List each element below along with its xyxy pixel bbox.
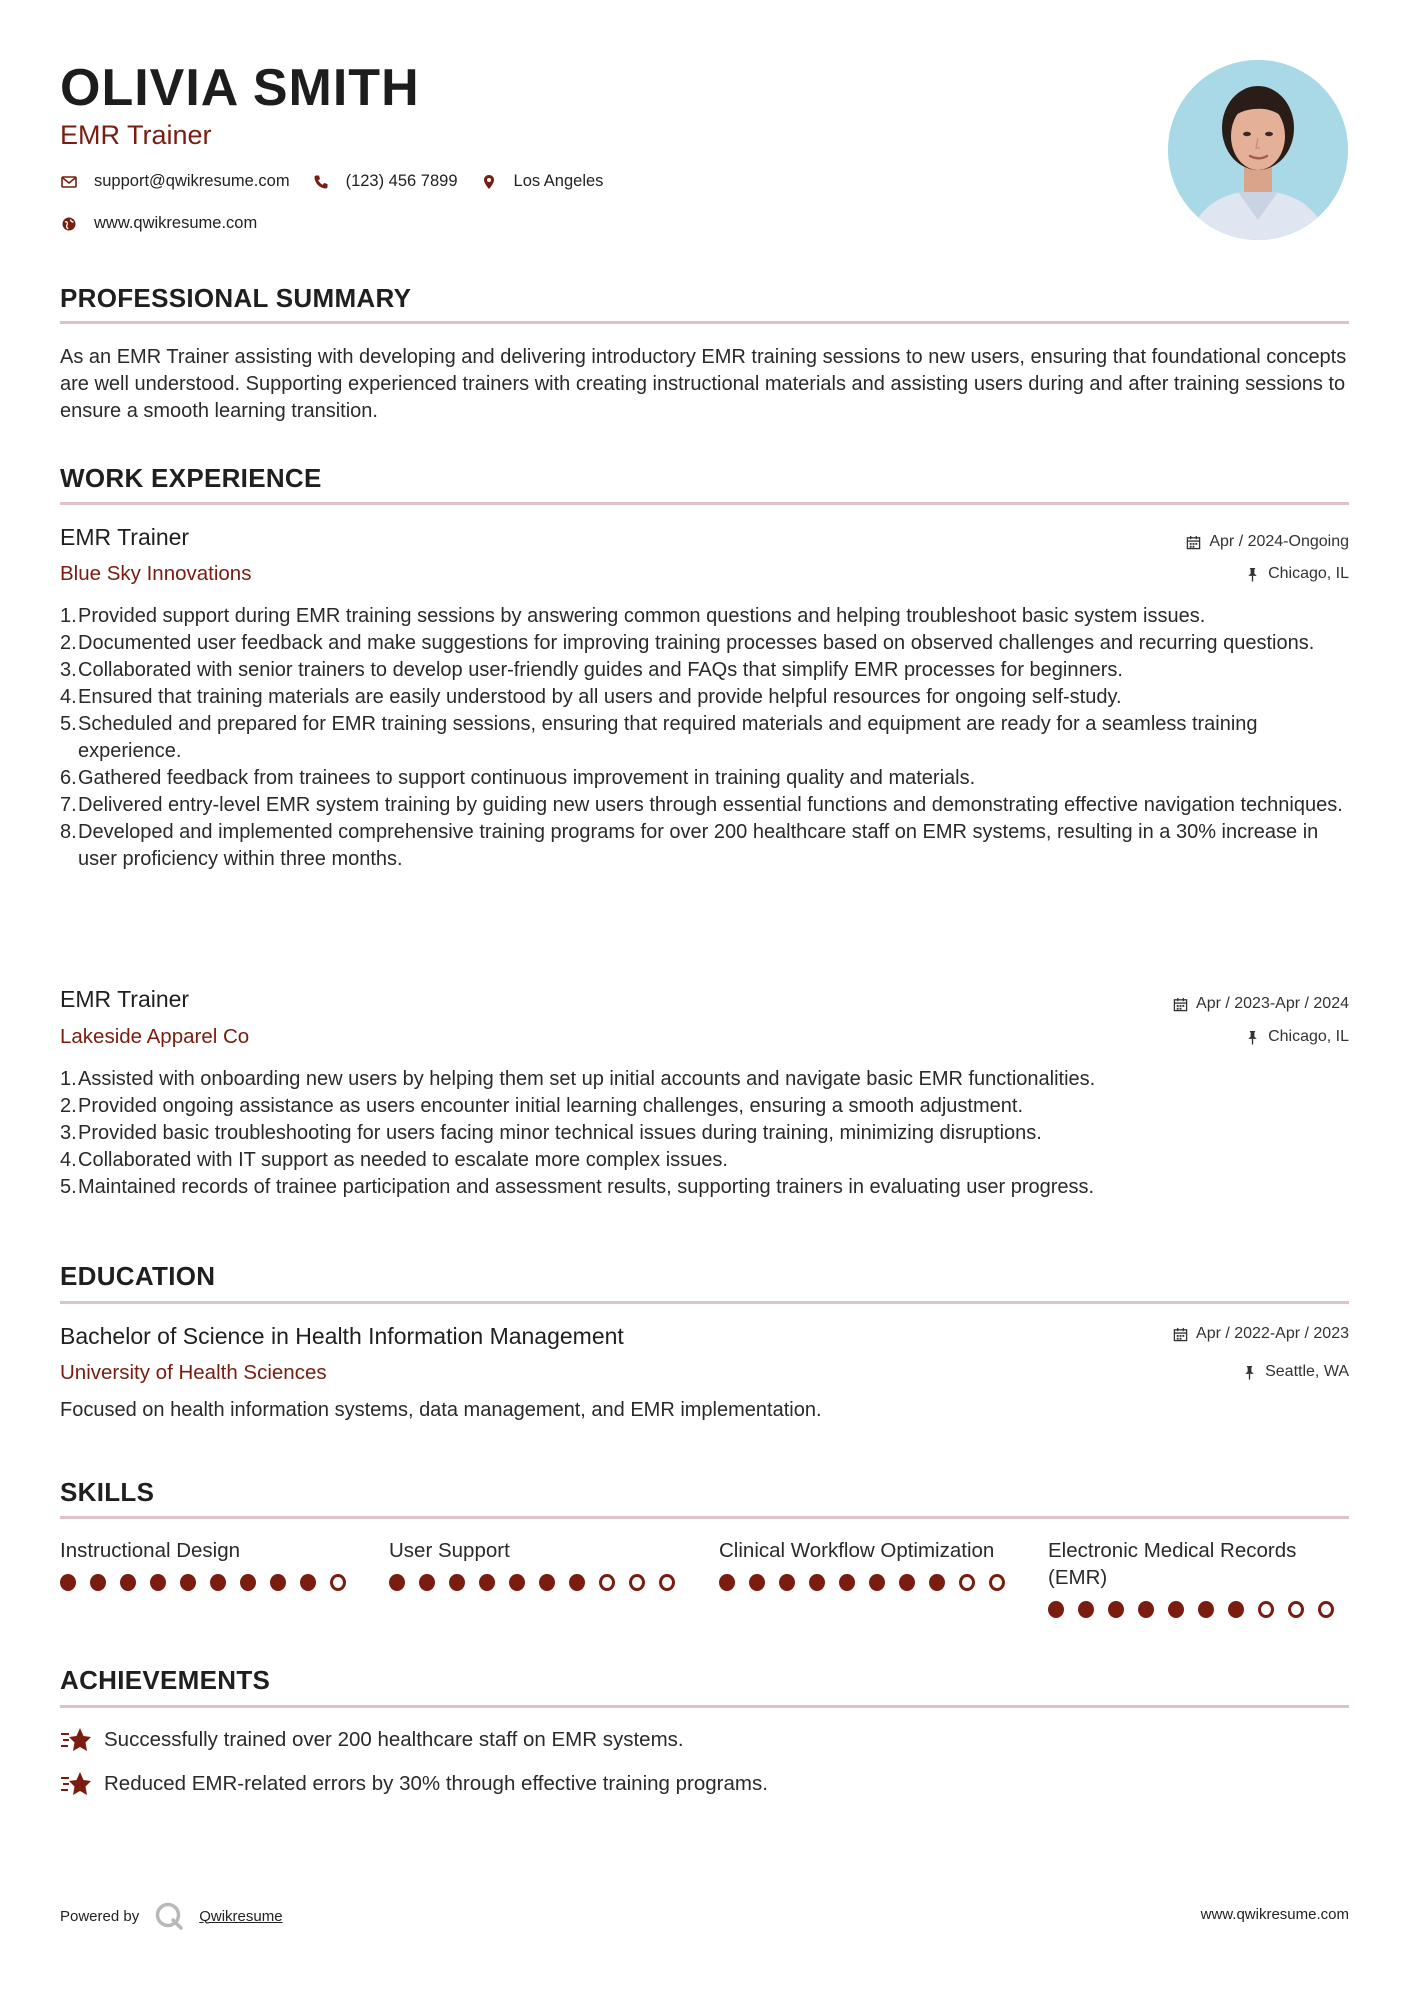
rating-dot-filled bbox=[1168, 1601, 1184, 1618]
pushpin-icon bbox=[1242, 1365, 1257, 1380]
calendar-icon bbox=[1173, 997, 1188, 1012]
skill-name: Electronic Medical Records (EMR) bbox=[1048, 1539, 1297, 1589]
rating-dot-filled bbox=[300, 1574, 316, 1591]
achievement-item bbox=[60, 1769, 768, 1799]
list-item: Maintained records of trainee participation and assessment results, supporting trainers in evaluating user progress. bbox=[78, 1176, 1095, 1198]
skill-instructional-design bbox=[60, 1537, 360, 1591]
list-item: Provided basic troubleshooting for users facing minor technical issues during training, minimizing disruptions. bbox=[78, 1122, 1042, 1144]
website-item[interactable] bbox=[60, 214, 257, 233]
section-divider bbox=[60, 502, 1349, 505]
company-name: Lakeside Apparel Co bbox=[60, 1025, 250, 1048]
skill-rating bbox=[389, 1574, 689, 1591]
rating-dot-filled bbox=[749, 1574, 765, 1591]
rating-dot-empty bbox=[989, 1574, 1005, 1591]
rating-dot-filled bbox=[899, 1574, 915, 1591]
achievement-item bbox=[60, 1725, 684, 1755]
education-dates-text: Apr / 2022-Apr / 2023 bbox=[1196, 1325, 1349, 1342]
location-item bbox=[480, 172, 604, 191]
job-title: EMR Trainer bbox=[60, 986, 190, 1012]
rating-dot-filled bbox=[1228, 1601, 1244, 1618]
achievement-text: Successfully trained over 200 healthcare staff on EMR systems. bbox=[104, 1728, 684, 1751]
section-divider bbox=[60, 321, 1349, 324]
list-item: Provided support during EMR training sessions by answering common questions and helping troubleshoot basic system issues. bbox=[78, 605, 1206, 627]
brand-link[interactable]: Qwikresume bbox=[199, 1907, 283, 1925]
phone-text: (123) 456 7899 bbox=[345, 172, 458, 190]
rating-dot-filled bbox=[449, 1574, 465, 1591]
location-text: Los Angeles bbox=[513, 172, 604, 190]
rating-dot-empty bbox=[1288, 1601, 1304, 1618]
rating-dot-filled bbox=[180, 1574, 196, 1591]
email-text: support@qwikresume.com bbox=[94, 172, 290, 190]
experience-heading: WORK EXPERIENCE bbox=[60, 463, 322, 493]
candidate-name: OLIVIA SMITH bbox=[60, 59, 420, 117]
skill-user-support bbox=[389, 1537, 689, 1591]
education-dates bbox=[1173, 1325, 1349, 1343]
rating-dot-filled bbox=[1048, 1601, 1064, 1618]
list-item: Scheduled and prepared for EMR training sessions, ensuring that required materials and equipment are ready for a seamless training experience. bbox=[78, 713, 1258, 762]
footer-powered-by bbox=[60, 1900, 283, 1932]
rating-dot-filled bbox=[1078, 1601, 1094, 1618]
footer-website[interactable]: www.qwikresume.com bbox=[1200, 1906, 1349, 1923]
list-item: Documented user feedback and make suggestions for improving training processes based on observed challenges and recurring questions. bbox=[78, 632, 1315, 654]
rating-dot-filled bbox=[150, 1574, 166, 1591]
phone-item[interactable] bbox=[312, 172, 458, 191]
summary-text: As an EMR Trainer assisting with developing and delivering introductory EMR training sessions to new users, ensuring that foundational concepts are well understood. Supporting experienced trainers with creating instructional materials and assisting users during and after training sessions to ensure a smooth learning transition. bbox=[60, 346, 1347, 422]
education-location-text: Seattle, WA bbox=[1265, 1363, 1349, 1380]
rating-dot-filled bbox=[509, 1574, 525, 1591]
company-name: Blue Sky Innovations bbox=[60, 562, 252, 585]
rating-dot-filled bbox=[240, 1574, 256, 1591]
list-item: Developed and implemented comprehensive training programs for over 200 healthcare staff on EMR systems, resulting in a 30% increase in user proficiency within three months. bbox=[78, 821, 1319, 870]
rating-dot-empty bbox=[959, 1574, 975, 1591]
rating-dot-filled bbox=[60, 1574, 76, 1591]
profile-photo bbox=[1168, 60, 1348, 240]
rating-dot-filled bbox=[779, 1574, 795, 1591]
rating-dot-empty bbox=[599, 1574, 615, 1591]
calendar-icon bbox=[1186, 535, 1201, 550]
skills-heading: SKILLS bbox=[60, 1477, 155, 1507]
rating-dot-filled bbox=[1108, 1601, 1124, 1618]
skill-rating bbox=[60, 1574, 360, 1591]
shooting-star-icon bbox=[60, 1725, 92, 1755]
job-dates bbox=[1186, 533, 1349, 551]
powered-by-label: Powered by bbox=[60, 1907, 140, 1925]
envelope-icon bbox=[60, 173, 78, 191]
list-item: Assisted with onboarding new users by helping them set up initial accounts and navigate basic EMR functionalities. bbox=[78, 1068, 1096, 1090]
job-bullets bbox=[60, 1066, 1349, 1201]
skill-clinical-workflow bbox=[719, 1537, 1019, 1591]
school-name: University of Health Sciences bbox=[60, 1361, 327, 1384]
rating-dot-filled bbox=[120, 1574, 136, 1591]
pushpin-icon bbox=[1245, 1030, 1260, 1045]
skill-name: Clinical Workflow Optimization bbox=[719, 1539, 995, 1562]
rating-dot-empty bbox=[629, 1574, 645, 1591]
degree-title: Bachelor of Science in Health Information Management bbox=[60, 1323, 624, 1349]
rating-dot-filled bbox=[929, 1574, 945, 1591]
education-description: Focused on health information systems, data management, and EMR implementation. bbox=[60, 1399, 822, 1421]
job-location bbox=[1245, 565, 1349, 583]
pushpin-icon bbox=[1245, 567, 1260, 582]
list-item: Collaborated with senior trainers to develop user-friendly guides and FAQs that simplify EMR processes for beginners. bbox=[78, 659, 1123, 681]
rating-dot-filled bbox=[1138, 1601, 1154, 1618]
list-item: Collaborated with IT support as needed to escalate more complex issues. bbox=[78, 1149, 728, 1171]
rating-dot-filled bbox=[569, 1574, 585, 1591]
list-item: Delivered entry-level EMR system training by guiding new users through essential functions and demonstrating effective navigation techniques. bbox=[78, 794, 1343, 816]
rating-dot-filled bbox=[479, 1574, 495, 1591]
job-dates-text: Apr / 2023-Apr / 2024 bbox=[1196, 995, 1349, 1012]
rating-dot-filled bbox=[1198, 1601, 1214, 1618]
list-item: Gathered feedback from trainees to support continuous improvement in training quality and materials. bbox=[78, 767, 976, 789]
rating-dot-filled bbox=[270, 1574, 286, 1591]
skill-emr bbox=[1048, 1537, 1348, 1618]
job-bullets bbox=[60, 603, 1349, 873]
job-dates bbox=[1173, 995, 1349, 1013]
rating-dot-empty bbox=[659, 1574, 675, 1591]
skill-rating bbox=[719, 1574, 1019, 1591]
rating-dot-empty bbox=[1318, 1601, 1334, 1618]
rating-dot-filled bbox=[719, 1574, 735, 1591]
list-item: Provided ongoing assistance as users encounter initial learning challenges, ensuring a smooth adjustment. bbox=[78, 1095, 1024, 1117]
skill-rating bbox=[1048, 1601, 1348, 1618]
shooting-star-icon bbox=[60, 1769, 92, 1799]
candidate-role: EMR Trainer bbox=[60, 120, 212, 150]
email-item[interactable] bbox=[60, 172, 290, 191]
map-pin-icon bbox=[480, 173, 498, 191]
globe-icon bbox=[60, 215, 78, 233]
job-location bbox=[1245, 1028, 1349, 1046]
rating-dot-filled bbox=[869, 1574, 885, 1591]
section-divider bbox=[60, 1301, 1349, 1304]
achievement-text: Reduced EMR-related errors by 30% through effective training programs. bbox=[104, 1772, 768, 1795]
job-location-text: Chicago, IL bbox=[1268, 565, 1349, 582]
section-divider bbox=[60, 1705, 1349, 1708]
rating-dot-empty bbox=[330, 1574, 346, 1591]
rating-dot-empty bbox=[1258, 1601, 1274, 1618]
skill-name: User Support bbox=[389, 1539, 510, 1562]
rating-dot-filled bbox=[839, 1574, 855, 1591]
summary-heading: PROFESSIONAL SUMMARY bbox=[60, 283, 412, 313]
rating-dot-filled bbox=[539, 1574, 555, 1591]
calendar-icon bbox=[1173, 1327, 1188, 1342]
job-title: EMR Trainer bbox=[60, 524, 190, 550]
contact-row bbox=[60, 172, 625, 191]
list-item: Ensured that training materials are easily understood by all users and provide helpful resources for ongoing self-study. bbox=[78, 686, 1122, 708]
rating-dot-filled bbox=[809, 1574, 825, 1591]
qwikresume-logo-icon bbox=[153, 1900, 185, 1932]
phone-icon bbox=[312, 173, 330, 191]
education-location bbox=[1242, 1363, 1349, 1381]
achievements-heading: ACHIEVEMENTS bbox=[60, 1665, 271, 1695]
skill-name: Instructional Design bbox=[60, 1539, 241, 1562]
section-divider bbox=[60, 1516, 1349, 1519]
website-text: www.qwikresume.com bbox=[94, 214, 258, 232]
portrait-image bbox=[1168, 60, 1348, 240]
rating-dot-filled bbox=[419, 1574, 435, 1591]
job-dates-text: Apr / 2024-Ongoing bbox=[1209, 533, 1349, 550]
education-heading: EDUCATION bbox=[60, 1261, 216, 1291]
rating-dot-filled bbox=[90, 1574, 106, 1591]
job-location-text: Chicago, IL bbox=[1268, 1028, 1349, 1045]
rating-dot-filled bbox=[389, 1574, 405, 1591]
website-row bbox=[60, 214, 279, 233]
rating-dot-filled bbox=[210, 1574, 226, 1591]
